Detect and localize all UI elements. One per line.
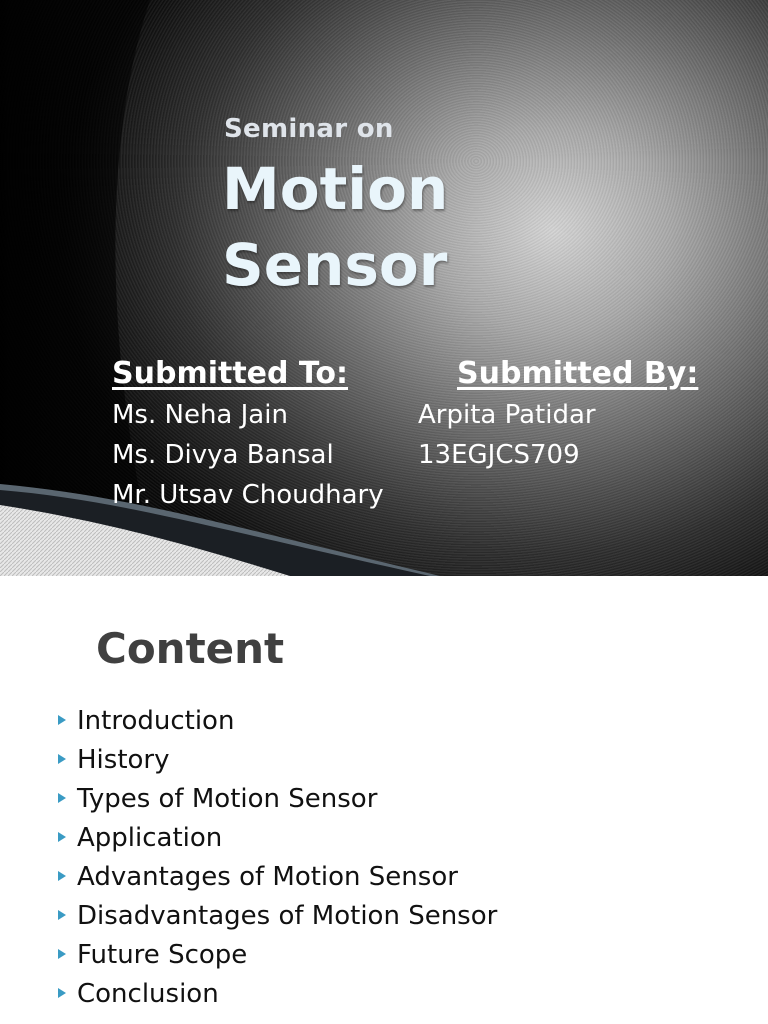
submitted-by-roll-number: 13EGJCS709 bbox=[418, 440, 580, 470]
submitted-to-name: Ms. Divya Bansal bbox=[112, 440, 334, 470]
list-item-label: Application bbox=[77, 823, 223, 853]
list-item bbox=[56, 975, 497, 1014]
submitted-to-name: Mr. Utsav Choudhary bbox=[112, 480, 384, 510]
list-item bbox=[56, 741, 497, 780]
content-list bbox=[56, 702, 497, 1014]
triangle-bullet-icon bbox=[58, 754, 66, 764]
triangle-bullet-icon bbox=[58, 988, 66, 998]
list-item-label: Types of Motion Sensor bbox=[77, 784, 378, 814]
triangle-bullet-icon bbox=[58, 949, 66, 959]
list-item bbox=[56, 819, 497, 858]
triangle-bullet-icon bbox=[58, 871, 66, 881]
triangle-bullet-icon bbox=[58, 715, 66, 725]
list-item bbox=[56, 702, 497, 741]
list-item bbox=[56, 780, 497, 819]
triangle-bullet-icon bbox=[58, 793, 66, 803]
list-item-label: Introduction bbox=[77, 706, 235, 736]
list-item-label: Future Scope bbox=[77, 940, 248, 970]
list-item bbox=[56, 936, 497, 975]
list-item-label: History bbox=[77, 745, 170, 775]
submitted-to-name: Ms. Neha Jain bbox=[112, 400, 288, 430]
content-title: Content bbox=[96, 624, 285, 673]
seminar-kicker: Seminar on bbox=[224, 114, 394, 144]
list-item bbox=[56, 897, 497, 936]
list-item-label: Advantages of Motion Sensor bbox=[77, 862, 458, 892]
slide-title-line-2: Sensor bbox=[222, 231, 448, 299]
slide-title-line-1: Motion bbox=[222, 155, 449, 223]
content-slide bbox=[0, 576, 768, 1024]
list-item-label: Conclusion bbox=[77, 979, 219, 1009]
triangle-bullet-icon bbox=[58, 832, 66, 842]
submitted-by-heading: Submitted By: bbox=[457, 356, 699, 391]
submitted-by-name: Arpita Patidar bbox=[418, 400, 596, 430]
list-item-label: Disadvantages of Motion Sensor bbox=[77, 901, 498, 931]
triangle-bullet-icon bbox=[58, 910, 66, 920]
submitted-to-heading: Submitted To: bbox=[112, 356, 349, 391]
list-item bbox=[56, 858, 497, 897]
